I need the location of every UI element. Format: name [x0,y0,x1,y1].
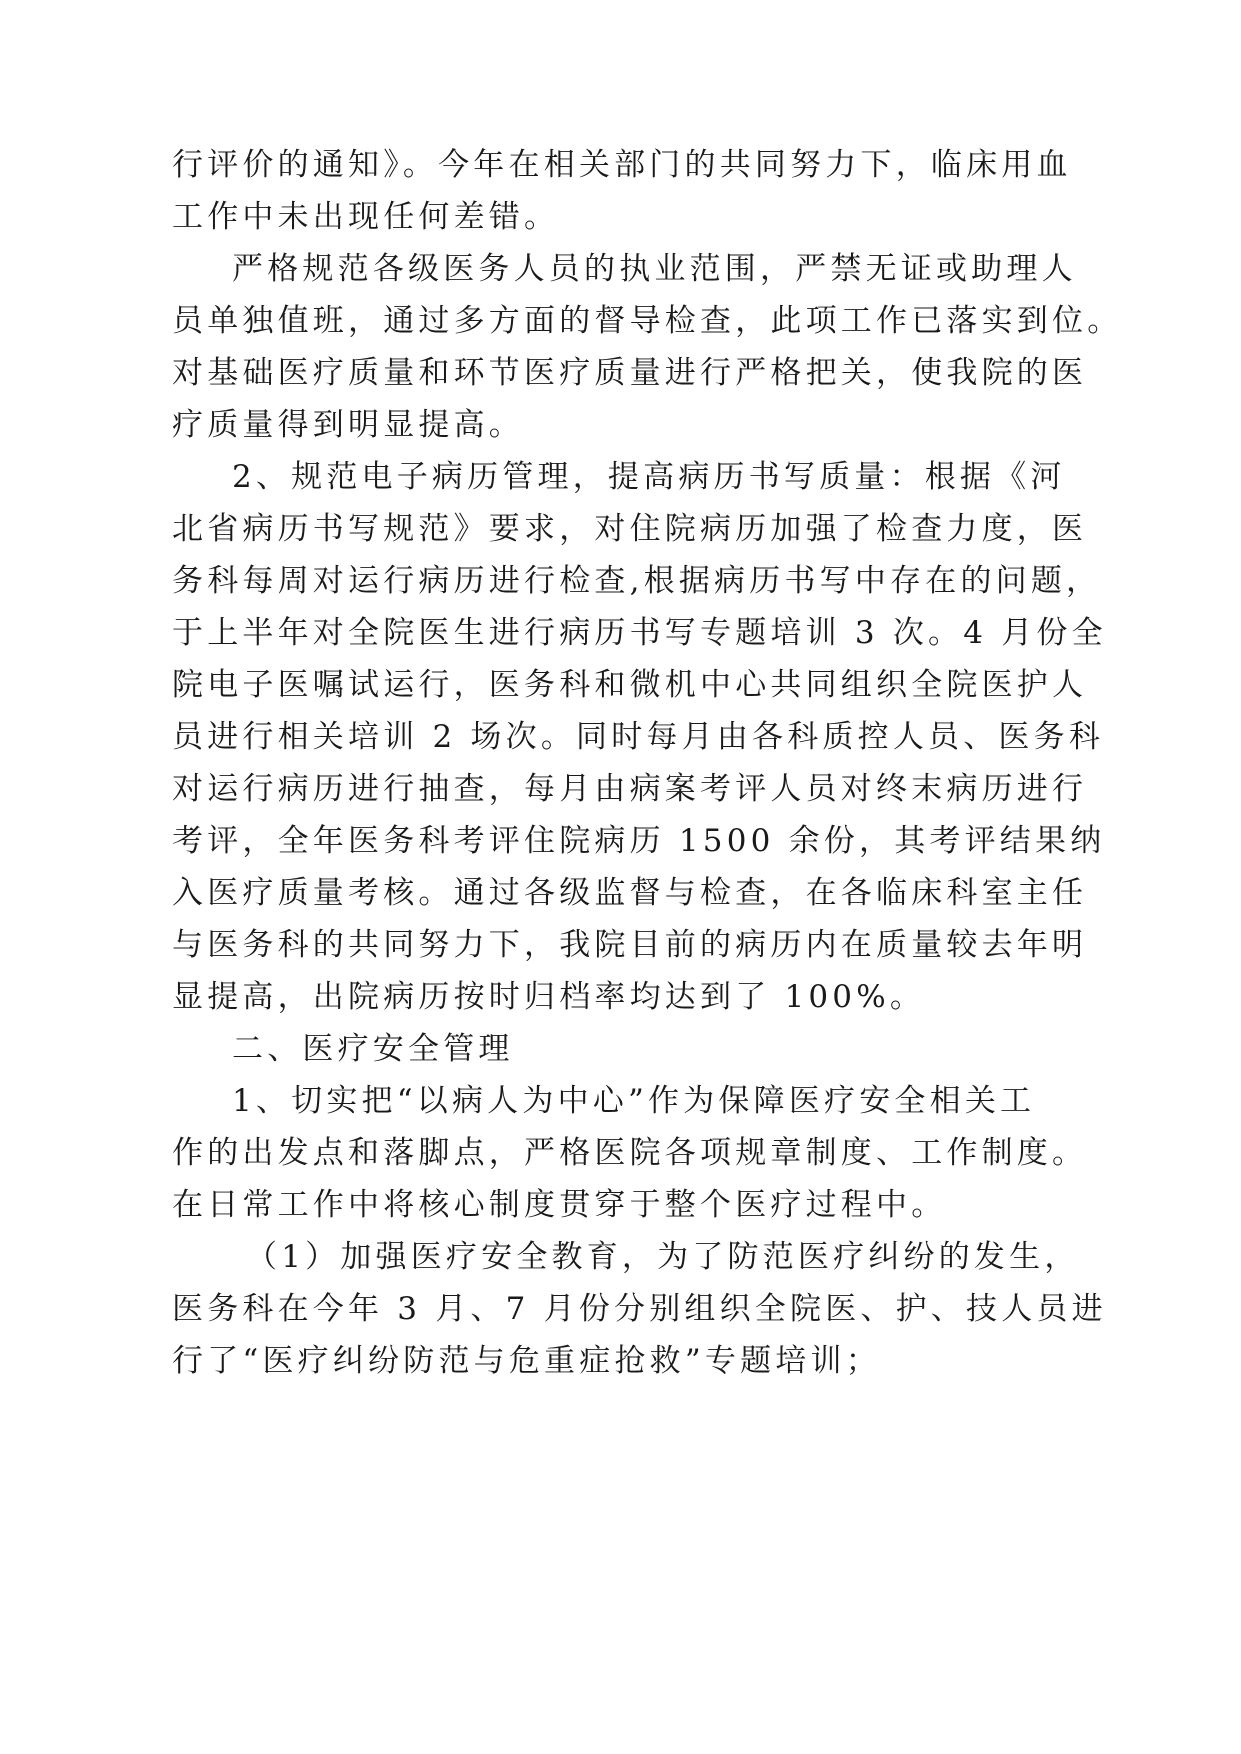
line-text: 与医务科的共同努力下，我院目前的病历内在质量较去年明 [172,927,1088,963]
line-text: （1）加强医疗安全教育，为了防范医疗纠纷的发生， [246,1239,1080,1275]
text-line [0,916,1241,975]
line-text: 行了“医疗纠纷防范与危重症抢救”专题培训； [172,1343,881,1379]
section-heading-text: 二、医疗安全管理 [232,1031,514,1067]
line-text: 工作中未出现任何差错。 [172,199,560,235]
line-text: 疗质量得到明显提高。 [172,407,524,443]
text-line [0,760,1241,819]
section-heading [0,1020,1241,1079]
line-text: 务科每周对运行病历进行检查,根据病历书写中存在的问题， [172,563,1102,599]
text-line [0,136,1241,195]
line-text: 1、切实把“以病人为中心”作为保障医疗安全相关工 [232,1083,1036,1119]
line-text: 在日常工作中将核心制度贯穿于整个医疗过程中。 [172,1187,947,1223]
line-text: 显提高，出院病历按时归档率均达到了 100%。 [172,979,926,1015]
text-line [0,968,1241,1027]
text-line [0,188,1241,247]
line-text: 员进行相关培训 2 场次。同时每月由各科质控人员、医务科 [172,719,1105,755]
line-text: 员单独值班，通过多方面的督导检查，此项工作已落实到位。 [172,303,1123,339]
text-line [0,344,1241,403]
text-line [0,552,1241,611]
line-text: 对基础医疗质量和环节医疗质量进行严格把关，使我院的医 [172,355,1088,391]
text-line [0,656,1241,715]
line-text: 入医疗质量考核。通过各级监督与检查，在各临床科室主任 [172,875,1088,911]
text-line [0,864,1241,923]
text-line [0,396,1241,455]
text-line [0,1280,1241,1339]
text-line [0,1332,1241,1391]
text-line [0,604,1241,663]
line-text: 医务科在今年 3 月、7 月份分别组织全院医、护、技人员进 [172,1291,1107,1327]
line-text: 对运行病历进行抽查，每月由病案考评人员对终末病历进行 [172,771,1088,807]
line-text: 考评，全年医务科考评住院病历 1500 余份，其考评结果纳 [172,823,1106,859]
text-line [0,448,1241,507]
text-line [0,708,1241,767]
line-text: 2、规范电子病历管理，提高病历书写质量：根据《河 [232,459,1066,495]
text-line [0,292,1241,351]
line-text: 严格规范各级医务人员的执业范围，严禁无证或助理人 [232,251,1077,287]
text-line [0,1176,1241,1235]
line-text: 北省病历书写规范》要求，对住院病历加强了检查力度，医 [172,511,1088,547]
text-line [0,500,1241,559]
text-line [0,1228,1241,1287]
line-text: 于上半年对全院医生进行病历书写专题培训 3 次。4 月份全 [172,615,1107,651]
text-line [0,1124,1241,1183]
text-line [0,812,1241,871]
line-text: 行评价的通知》。今年在相关部门的共同努力下，临床用血 [172,147,1072,183]
line-text: 作的出发点和落脚点，严格医院各项规章制度、工作制度。 [172,1135,1088,1171]
text-line [0,1072,1241,1131]
text-line [0,240,1241,299]
line-text: 院电子医嘱试运行，医务科和微机中心共同组织全院医护人 [172,667,1088,703]
